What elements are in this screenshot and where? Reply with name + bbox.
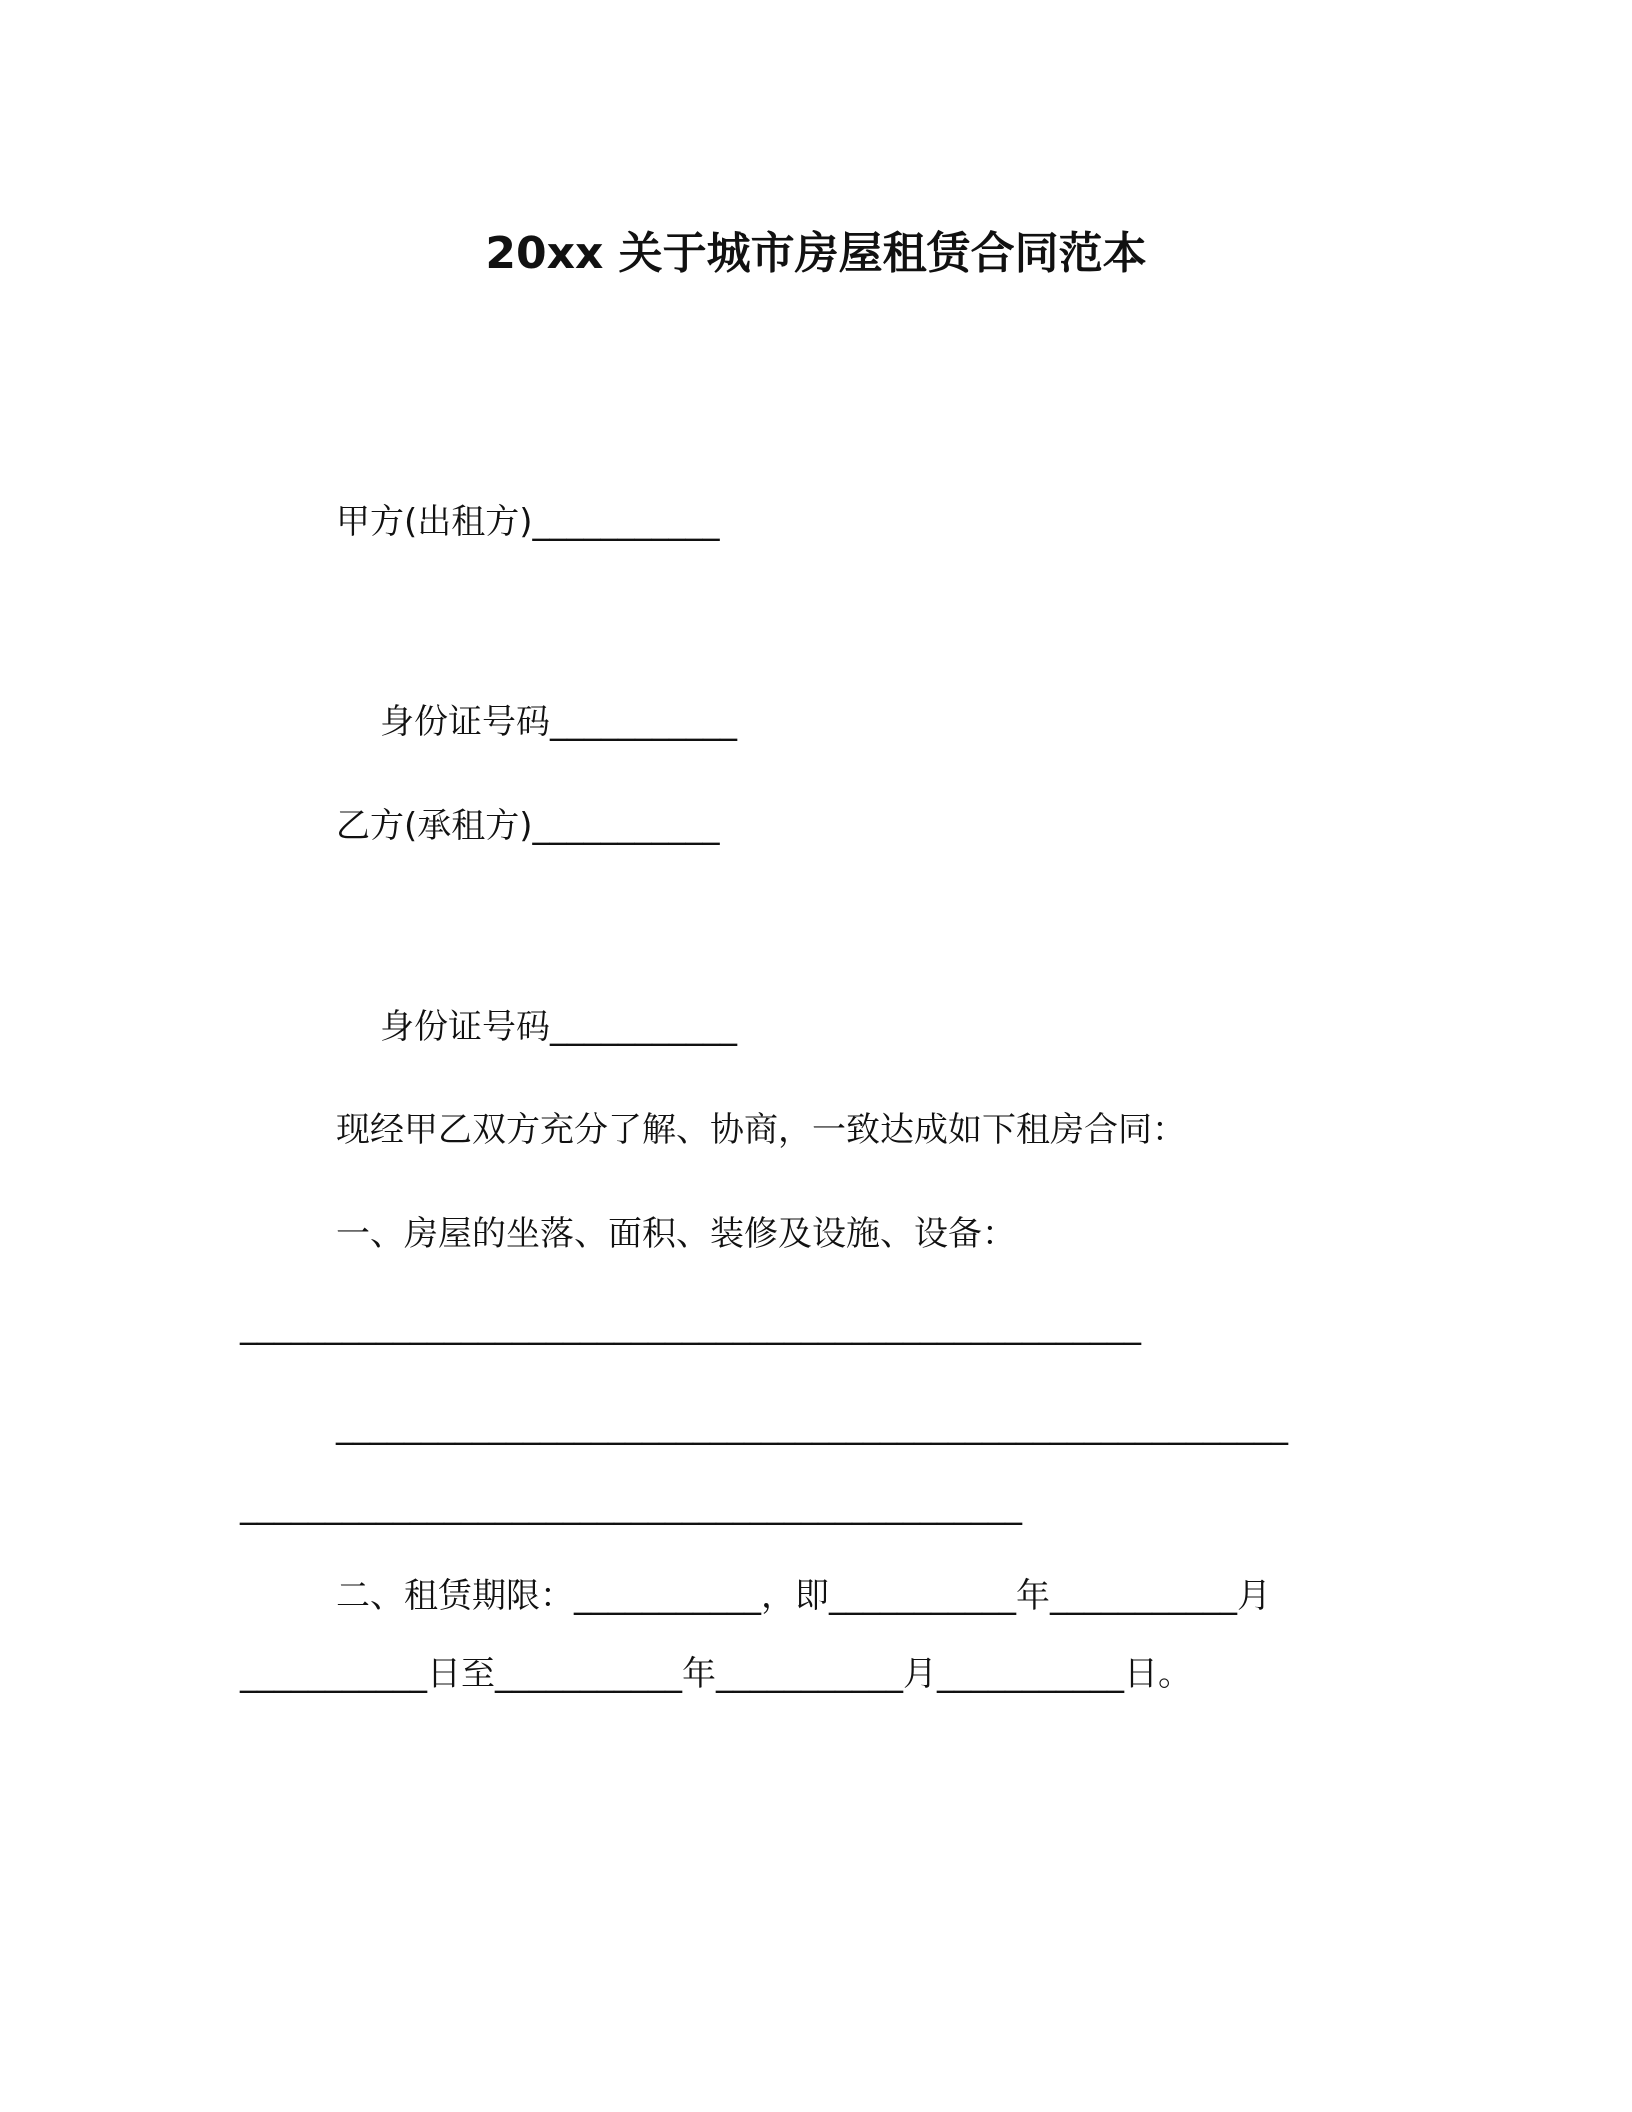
document-title: 20xx 关于城市房屋租赁合同范本 bbox=[485, 228, 1147, 279]
section2-lease-term: 二、租赁期限：___________，即___________年___________月 bbox=[336, 1576, 1271, 1616]
blank-line: ______________________________________________ bbox=[240, 1486, 1022, 1526]
blank-line: ________________________________________________________ bbox=[336, 1406, 1288, 1446]
party-b-id-field: 身份证号码___________ bbox=[380, 1007, 737, 1047]
party-a-field: 甲方(出租方)___________ bbox=[336, 502, 720, 542]
party-a-id-field: 身份证号码___________ bbox=[380, 702, 737, 742]
blank-line: _____________________________________________________ bbox=[240, 1306, 1141, 1346]
section1-heading: 一、房屋的坐落、面积、装修及设施、设备： bbox=[336, 1214, 1016, 1254]
party-b-field: 乙方(承租方)___________ bbox=[336, 806, 720, 846]
section2-lease-dates: ___________日至___________年___________月___________日。 bbox=[240, 1654, 1192, 1694]
intro-paragraph: 现经甲乙双方充分了解、协商，一致达成如下租房合同： bbox=[336, 1110, 1186, 1150]
